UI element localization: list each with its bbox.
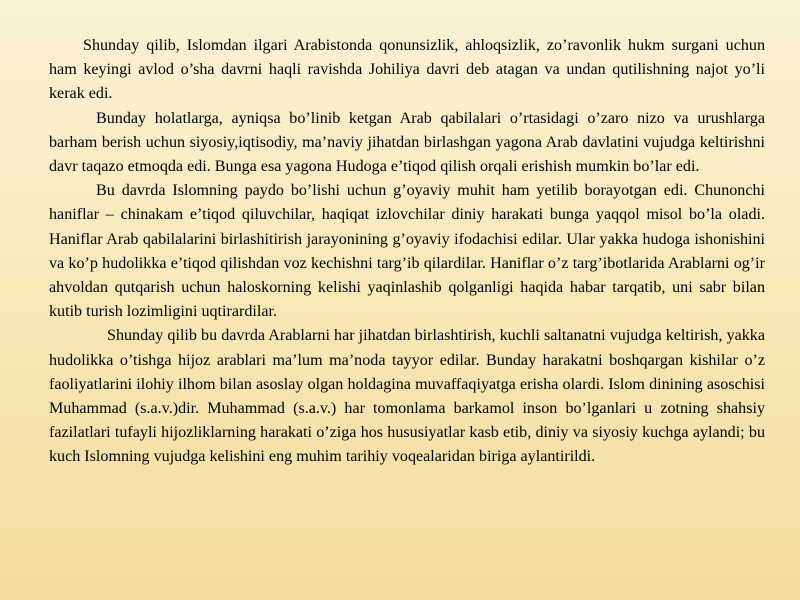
paragraph-4: Shunday qilib bu davrda Arablarni har jihatdan birlashtirish, kuchli saltanatni vujudga keltirish, yakka hudolikka o’tishga hijoz arablari ma’lum ma’noda tayyor edilar. Bunday harakatni boshqargan kishilar o’z faoliyatlarini ilohiy ilhom bilan asoslay olgan holdagina muvaffaqiyatga erisha olardi. Islom dinining asoschisi Muhammad (s.a.v.)dir. Muhammad (s.a.v.) har tomonlama barkamol inson bo’lganlari u zotning shahsiy fazilatlari tufayli hijozliklarning harakati o’ziga hos hususiyatlar kasb etib, diniy va siyosiy kuchga aylandi; bu kuch Islomning vujudga kelishini eng muhim tarihiy voqealaridan biriga aylantirildi. [49,327,765,466]
slide-text-body [49,34,765,470]
paragraph-3: Bu davrda Islomning paydo bo’lishi uchun g’oyaviy muhit ham yetilib borayotgan edi. Chunonchi haniflar – chinakam e’tiqod qiluvchilar, haqiqat izlovchilar diniy harakati bunga yaqqol misol bo’la oladi. Haniflar Arab qabilalarini birlashitirish jarayonining g’oyaviy ifodachisi edilar. Ular yakka hudoga ishonishini va ko’p hudolikka e’tiqod qilishdan voz kechishni targ’ib qilardilar. Haniflar o’z targ’ibotlarida Arablarni og’ir ahvoldan qutqarish uchun haloskorning kelishi yaqinlashib qolganligi haqida habar tarqatib, uni sabr bilan kutib turish lozimligini uqtirardilar. [49,182,765,321]
paragraph-2: Bunday holatlarga, ayniqsa bo’linib ketgan Arab qabilalari o’rtasidagi o’zaro nizo va urushlarga barham berish uchun siyosiy,iqtisodiy, ma’naviy jihatdan birlashgan yagona Arab davlatini vujudga keltirishni davr taqazo etmoqda edi. Bunga esa yagona Hudoga e’tiqod qilish orqali erishish mumkin bo’lar edi. [49,109,765,176]
paragraph-1: Shunday qilib, Islomdan ilgari Arabistonda qonunsizlik, ahloqsizlik, zo’ravonlik hukm surgani uchun ham keyingi avlod o’sha davrni haqli ravishda Johiliya davri deb atagan va undan qutilishning najot yo’li kerak edi. [49,37,765,103]
